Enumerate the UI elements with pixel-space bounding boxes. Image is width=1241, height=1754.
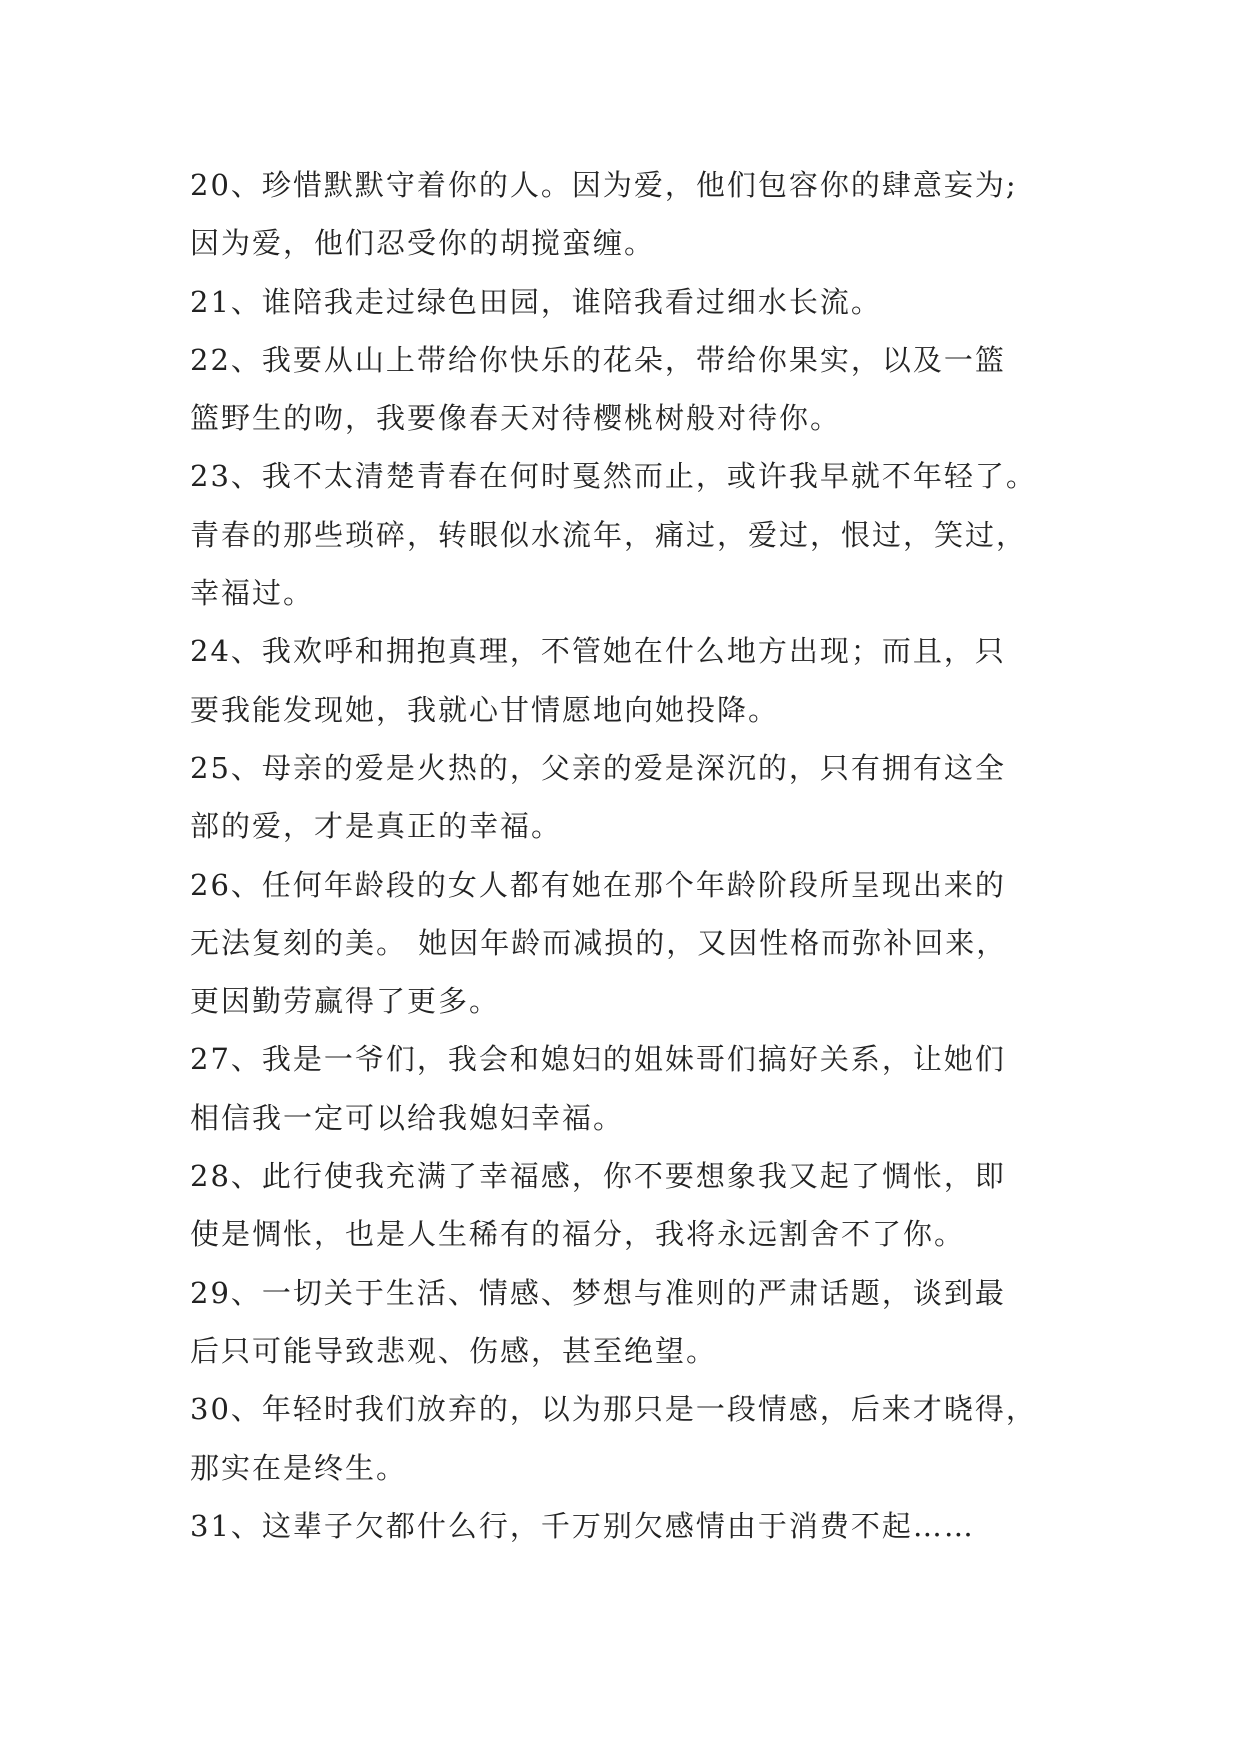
entry-line: 后只可能导致悲观、伤感，甚至绝望。 [190,1333,718,1368]
entry-line: 幸福过。 [190,576,315,611]
entry-line: 28、此行使我充满了幸福感，你不要想象我又起了惆怅，即 [190,1159,1006,1194]
entry-line: 无法复刻的美。 她因年龄而减损的，又因性格而弥补回来， [190,925,1008,960]
entry-line: 31、这辈子欠都什么行，千万别欠感情由于消费不起…… [190,1508,975,1543]
entry-29 [190,1264,1090,1381]
entry-line: 25、母亲的爱是火热的，父亲的爱是深沉的，只有拥有这全 [190,750,1006,785]
entry-line: 篮野生的吻，我要像春天对待樱桃树般对待你。 [190,401,842,436]
entry-line: 使是惆怅，也是人生稀有的福分，我将永远割舍不了你。 [190,1217,966,1252]
entry-line: 相信我一定可以给我媳妇幸福。 [190,1100,625,1135]
entry-27 [190,1030,1090,1147]
entry-line: 那实在是终生。 [190,1450,408,1485]
entry-line: 更因勤劳赢得了更多。 [190,984,501,1019]
entry-line: 26、任何年龄段的女人都有她在那个年龄阶段所呈现出来的 [190,867,1006,902]
entry-line: 要我能发现她，我就心甘情愿地向她投降。 [190,692,780,727]
entry-line: 24、我欢呼和拥抱真理，不管她在什么地方出现；而且，只 [190,634,1006,669]
entry-23 [190,447,1090,622]
entry-line: 20、珍惜默默守着你的人。因为爱，他们包容你的肆意妄为; [190,168,1018,202]
entry-line: 22、我要从山上带给你快乐的花朵，带给你果实，以及一篮 [190,342,1006,377]
entry-line: 21、谁陪我走过绿色田园，谁陪我看过细水长流。 [190,284,882,319]
entry-22 [190,331,1090,448]
entry-25 [190,739,1090,856]
entry-line: 23、我不太清楚青春在何时戛然而止，或许我早就不年轻了。 [190,459,1037,494]
entry-line: 29、一切关于生活、情感、梦想与准则的严肃话题，谈到最 [190,1275,1006,1310]
entry-line: 青春的那些琐碎，转眼似水流年，痛过，爱过，恨过，笑过， [190,517,1028,552]
entry-31 [190,1497,1090,1555]
entry-21 [190,273,1090,331]
document-body [190,156,1090,1555]
entry-24 [190,622,1090,739]
entry-20 [190,156,1090,273]
entry-28 [190,1147,1090,1264]
entry-line: 部的爱，才是真正的幸福。 [190,809,563,844]
entry-26 [190,856,1090,1031]
entry-30 [190,1380,1090,1497]
entry-line: 27、我是一爷们，我会和媳妇的姐妹哥们搞好关系，让她们 [190,1042,1006,1077]
entry-line: 因为爱，他们忍受你的胡搅蛮缠。 [190,226,656,261]
entry-line: 30、年轻时我们放弃的，以为那只是一段情感，后来才晓得， [190,1392,1037,1427]
